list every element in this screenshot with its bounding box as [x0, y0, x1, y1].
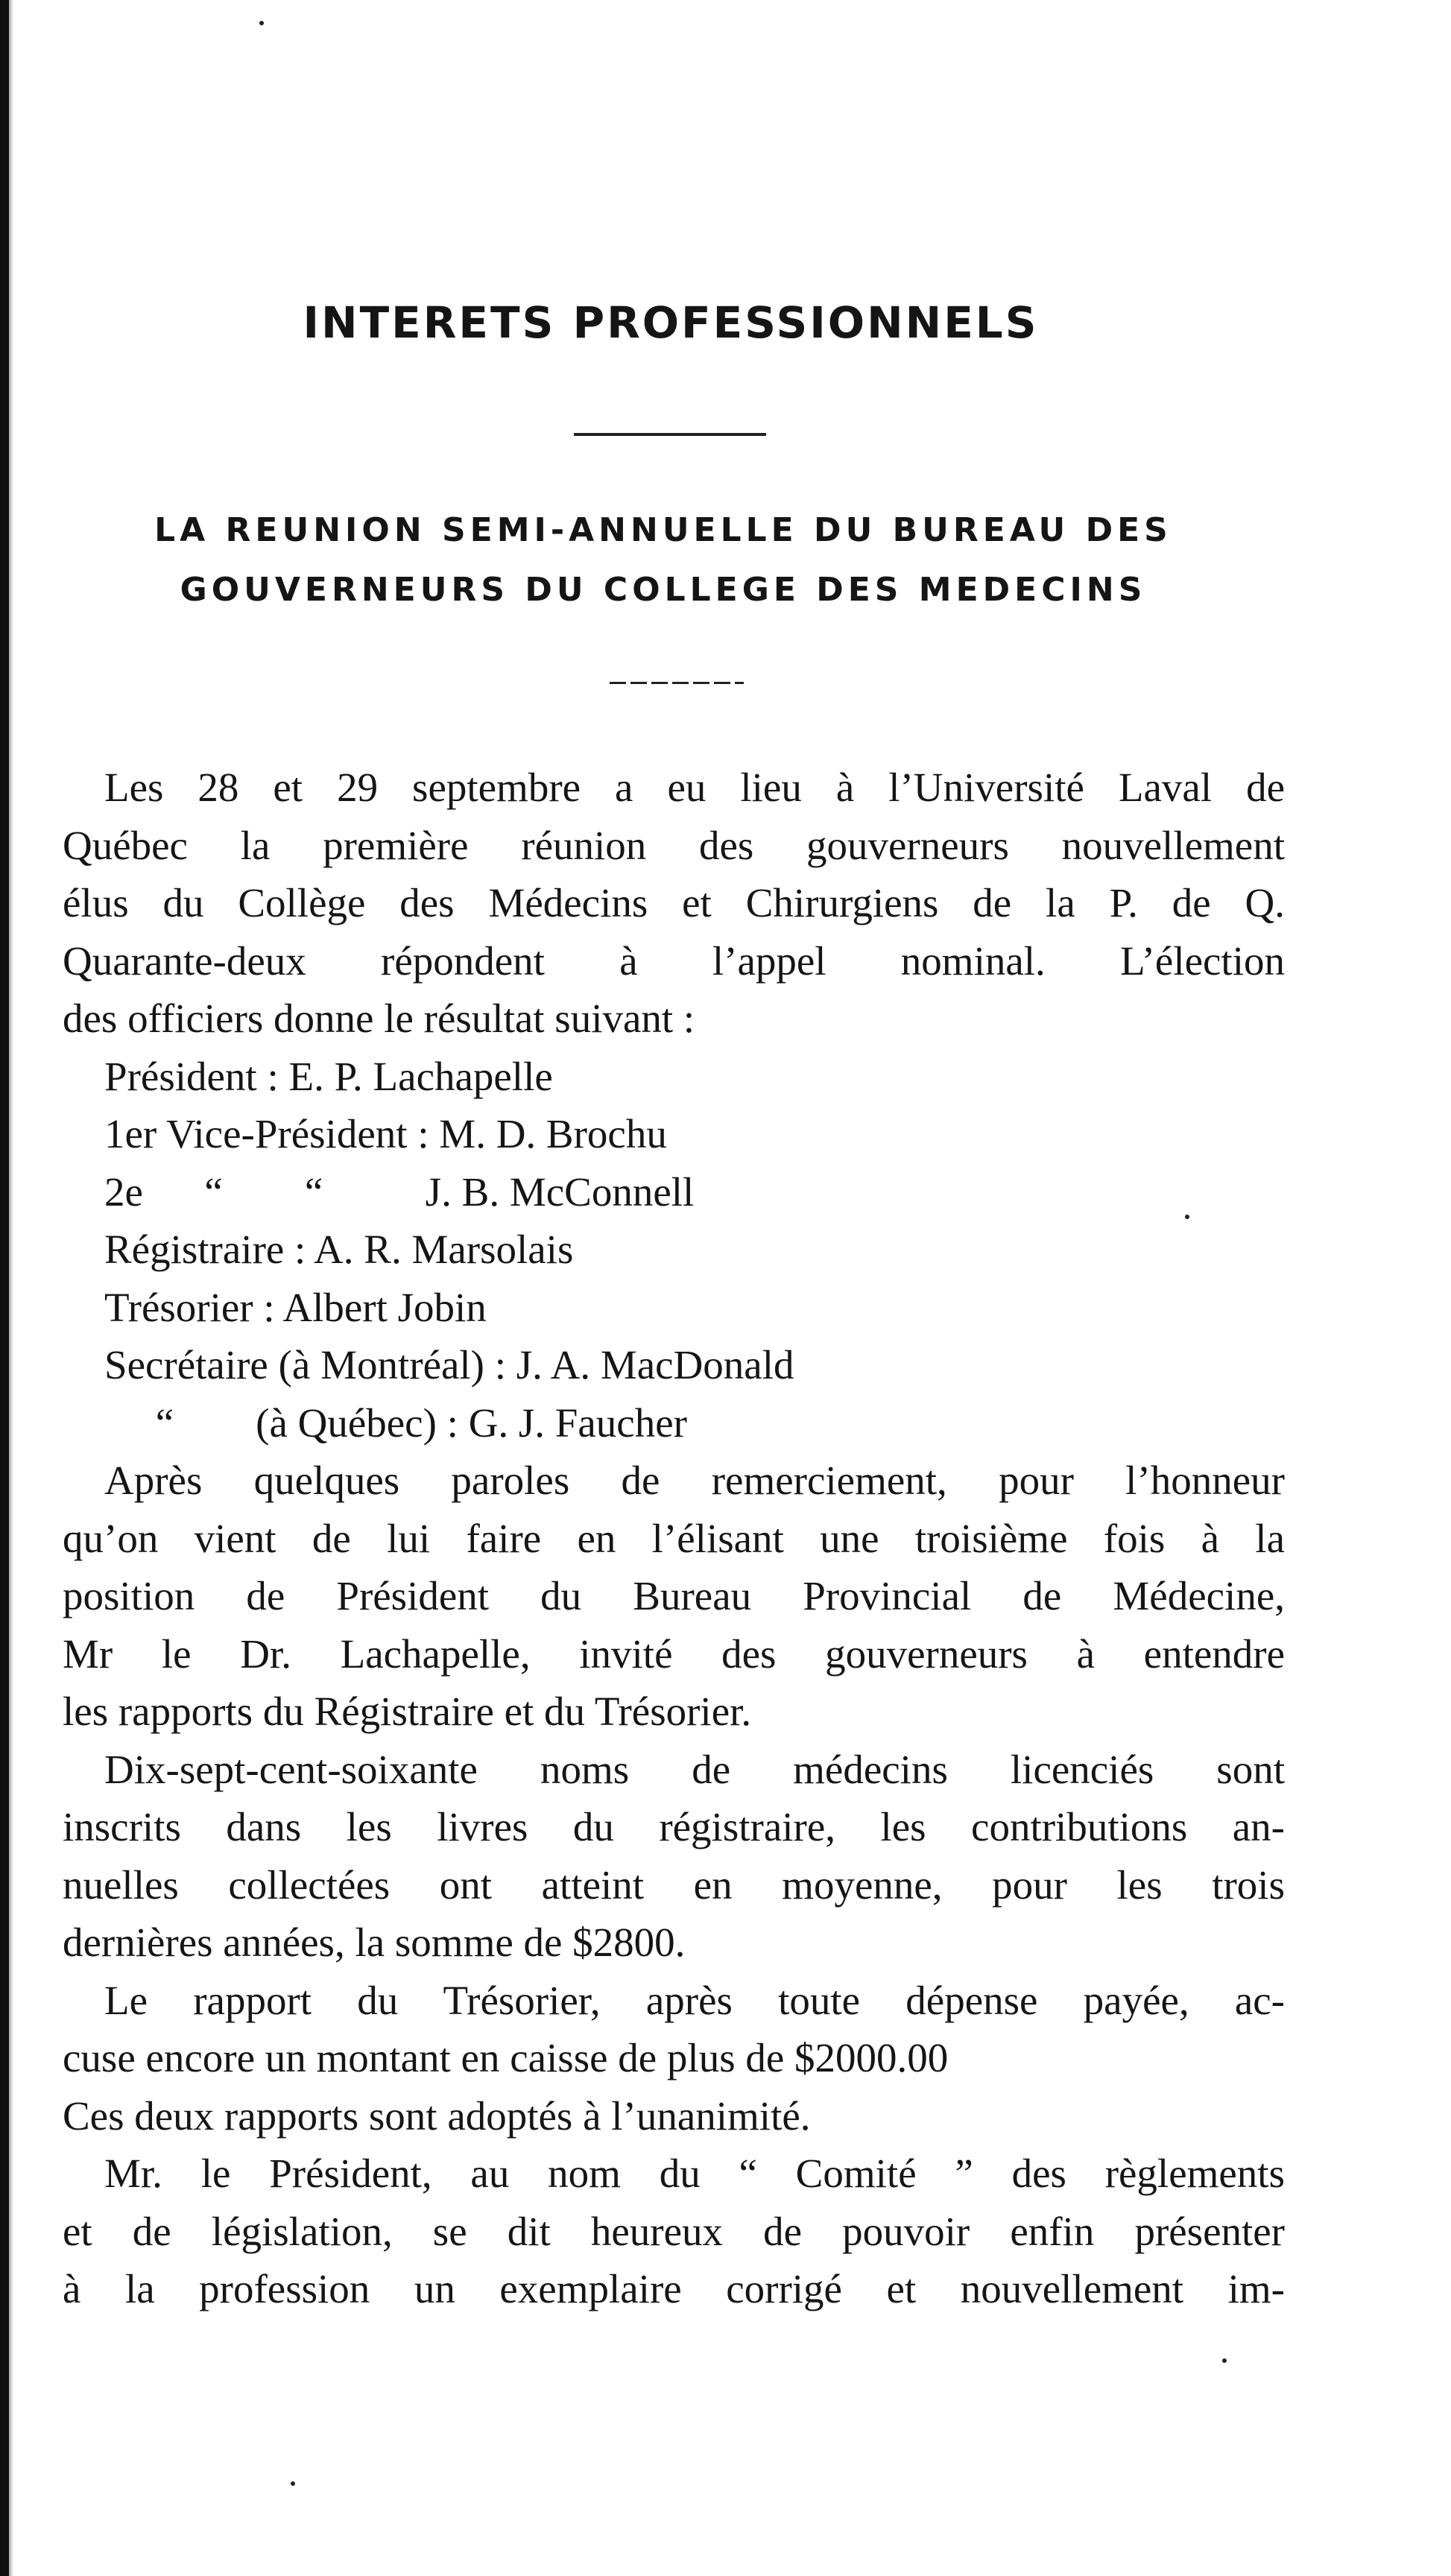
paragraph-6-line-2: et de législation, se dit heureux de pouvoir enfin présenter [63, 2208, 1285, 2254]
ink-speck [291, 2481, 295, 2486]
paragraph-4-line-3: nuelles collectées ont atteint en moyenne, pour les trois [63, 1861, 1285, 1908]
paragraph-3-line-5: les rapports du Régistraire et du Trésorier. [63, 1689, 752, 1734]
subtitle-line-2: GOUVERNEURS DU COLLEGE DES MEDECINS [180, 571, 1147, 609]
paragraph-3-line-4: Mr le Dr. Lachapelle, invité des gouverneurs à entendre [63, 1630, 1285, 1677]
article-body [63, 759, 1285, 2318]
officer-president: Président : E. P. Lachapelle [104, 1053, 553, 1099]
officer-vice-president-1: 1er Vice-Président : M. D. Brochu [104, 1111, 667, 1156]
paragraph-3-line-3: position de Président du Bureau Provincial de Médecine, [63, 1573, 1285, 1618]
paragraph-2-line-2: des officiers donne le résultat suivant : [63, 996, 695, 1041]
paragraph-5-line-2: cuse encore un montant en caisse de plus de $2000.00 [63, 2035, 949, 2080]
page-edge-shadow [0, 0, 9, 2576]
paragraph-4-line-4: dernières années, la somme de $2800. [63, 1920, 686, 1965]
paragraph-3-line-1: Après quelques paroles de remerciement, pour l’honneur [104, 1458, 1285, 1503]
section-divider [610, 682, 744, 684]
ink-speck [1222, 2358, 1227, 2363]
page-edge-fade [9, 0, 13, 2576]
paragraph-5-line-1: Le rapport du Trésorier, après toute dépense payée, ac- [104, 1977, 1285, 2023]
paragraph-1-line-2: Québec la première réunion des gouverneurs nouvellement [63, 822, 1285, 868]
paragraph-5-line-3: Ces deux rapports sont adoptés à l’unanimité. [63, 2092, 811, 2139]
paragraph-1-line-1: Les 28 et 29 septembre a eu lieu à l’Université Laval de [104, 765, 1285, 810]
paragraph-4-line-1: Dix-sept-cent-soixante noms de médecins licenciés sont [104, 1746, 1285, 1792]
officer-secretary-quebec: “ (à Québec) : G. J. Faucher [104, 1399, 687, 1446]
subtitle-line-1: LA REUNION SEMI-ANNUELLE DU BUREAU DES [154, 511, 1172, 549]
ink-speck [259, 21, 264, 25]
paragraph-6-line-1: Mr. le Président, au nom du “ Comité ” des règlements [104, 2151, 1285, 2196]
paragraph-4-line-2: inscrits dans les livres du régistraire, les contributions an- [63, 1804, 1285, 1849]
officer-registrar: Régistraire : A. R. Marsolais [104, 1227, 574, 1272]
paragraph-1-line-3: élus du Collège des Médecins et Chirurgiens de la P. de Q. [63, 880, 1285, 925]
page-title: INTERETS PROFESSIONNELS [303, 297, 1039, 348]
officer-treasurer: Trésorier : Albert Jobin [104, 1284, 487, 1330]
officer-secretary-montreal: Secrétaire (à Montréal) : J. A. MacDonald [104, 1342, 794, 1387]
officer-vice-president-2: 2e “ “ J. B. McConnell [104, 1168, 695, 1215]
paragraph-2-line-1: Quarante-deux répondent à l’appel nominal. L’élection [63, 937, 1285, 984]
paragraph-3-line-2: qu’on vient de lui faire en l’élisant une troisième fois à la [63, 1515, 1285, 1561]
title-divider [574, 433, 766, 436]
paragraph-6-line-3: à la profession un exemplaire corrigé et nouvellement im- [63, 2266, 1285, 2311]
